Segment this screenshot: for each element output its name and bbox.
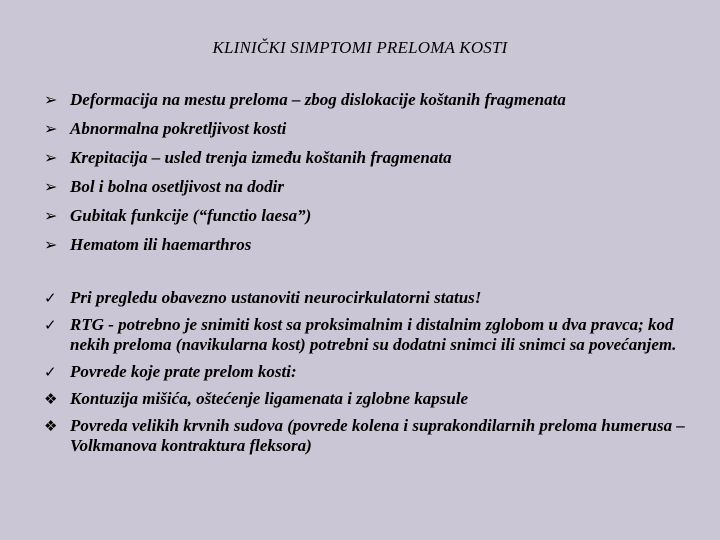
- arrowhead-bullet-icon: ➢: [44, 206, 58, 225]
- symptom-text: Deformacija na mestu preloma – zbog dislokacije koštanih fragmenata: [70, 90, 566, 109]
- list-item: [0, 146, 710, 169]
- arrowhead-bullet-icon: ➢: [44, 119, 58, 138]
- diamond-bullet-icon: ❖: [44, 417, 58, 435]
- symptom-text: Krepitacija – usled trenja između koštanih fragmenata: [70, 148, 452, 167]
- checkmark-bullet-icon: ✓: [44, 289, 57, 307]
- list-item: [0, 315, 690, 355]
- arrowhead-bullet-icon: ➢: [44, 177, 58, 196]
- checkmark-bullet-icon: ✓: [44, 316, 57, 334]
- note-text: Povrede koje prate prelom kosti:: [70, 362, 297, 381]
- list-item: [0, 233, 710, 256]
- list-item: [0, 362, 690, 382]
- note-text: Pri pregledu obavezno ustanoviti neurocirkulatorni status!: [70, 288, 482, 307]
- list-item: [0, 88, 710, 111]
- list-item: [0, 204, 710, 227]
- list-item: [0, 175, 710, 198]
- symptom-list: [0, 88, 710, 262]
- symptom-text: Abnormalna pokretljivost kosti: [70, 119, 287, 138]
- arrowhead-bullet-icon: ➢: [44, 90, 58, 109]
- symptom-text: Hematom ili haemarthros: [70, 235, 252, 254]
- list-item: [0, 117, 710, 140]
- symptom-text: Gubitak funkcije (“functio laesa”): [70, 206, 312, 225]
- arrowhead-bullet-icon: ➢: [44, 148, 58, 167]
- notes-list: [0, 288, 690, 463]
- arrowhead-bullet-icon: ➢: [44, 235, 58, 254]
- note-text: Kontuzija mišića, oštećenje ligamenata i zglobne kapsule: [70, 389, 469, 408]
- checkmark-bullet-icon: ✓: [44, 363, 57, 381]
- symptom-text: Bol i bolna osetljivost na dodir: [70, 177, 284, 196]
- slide-title: KLINIČKI SIMPTOMI PRELOMA KOSTI: [212, 38, 508, 57]
- note-text: RTG - potrebno je snimiti kost sa proksimalnim i distalnim zglobom u dva pravca; kod nekih preloma (navikularna kost) potrebni su dodatni snimci ili snimci sa povećanjem.: [70, 315, 677, 354]
- diamond-bullet-icon: ❖: [44, 390, 58, 408]
- list-item: [0, 288, 690, 308]
- note-text: Povreda velikih krvnih sudova (povrede kolena i suprakondilarnih preloma humerusa –Volkmanova kontraktura fleksora): [70, 416, 685, 455]
- list-item: [0, 416, 690, 456]
- list-item: [0, 389, 690, 409]
